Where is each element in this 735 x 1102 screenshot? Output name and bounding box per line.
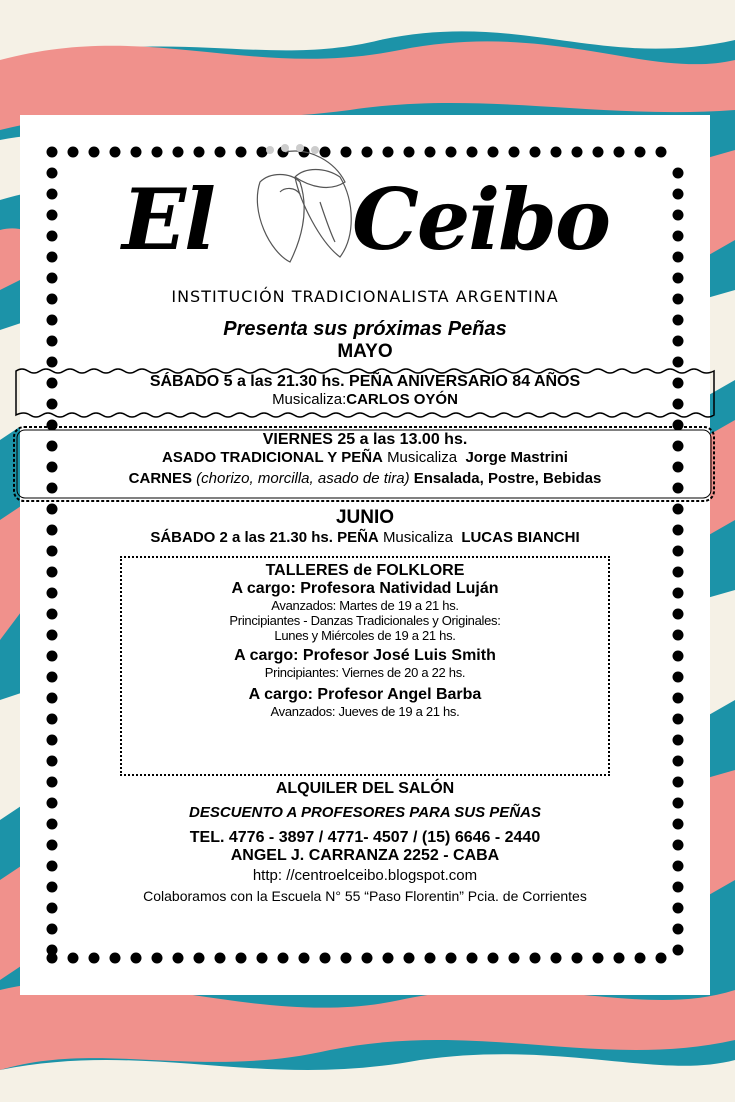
teacher-smith: A cargo: Profesor José Luis Smith bbox=[234, 647, 496, 664]
frame-dot bbox=[673, 630, 684, 641]
frame-dot bbox=[467, 953, 478, 964]
frame-dot bbox=[673, 357, 684, 368]
logo-text-el: El bbox=[122, 170, 214, 269]
schedule-line: Principiantes - Danzas Tradicionales y Originales: bbox=[229, 613, 501, 628]
event-aniversario-title: SÁBADO 5 a las 21.30 hs. PEÑA ANIVERSARIO 84 AÑOS bbox=[149, 373, 581, 390]
frame-dot bbox=[47, 357, 58, 368]
frame-dot bbox=[673, 924, 684, 935]
talleres-title: TALLERES de FOLKLORE bbox=[265, 562, 465, 579]
frame-dot bbox=[673, 903, 684, 914]
frame-dot bbox=[551, 953, 562, 964]
teacher-lujan: A cargo: Profesora Natividad Luján bbox=[231, 580, 499, 597]
frame-dot bbox=[320, 953, 331, 964]
institution-subtitle: INSTITUCIÓN TRADICIONALISTA ARGENTINA bbox=[171, 287, 559, 306]
phone-numbers: TEL. 4776 - 3897 / 4771- 4507 / (15) 6646 - 2440 bbox=[189, 829, 541, 846]
colaboracion-text: Colaboramos con la Escuela N° 55 “Paso Florentin” Pcia. de Corrientes bbox=[143, 888, 587, 904]
frame-dot bbox=[635, 953, 646, 964]
frame-dot bbox=[446, 953, 457, 964]
asado-label: ASADO TRADICIONAL Y PEÑA bbox=[162, 449, 383, 466]
logo bbox=[60, 150, 670, 285]
frame-dot bbox=[47, 525, 58, 536]
frame-dot bbox=[673, 210, 684, 221]
frame-dot bbox=[47, 504, 58, 515]
frame-dot bbox=[341, 953, 352, 964]
frame-dot bbox=[673, 525, 684, 536]
frame-dot bbox=[47, 735, 58, 746]
frame-dot bbox=[425, 953, 436, 964]
frame-dot bbox=[673, 693, 684, 704]
frame-dot bbox=[673, 798, 684, 809]
month-mayo: MAYO bbox=[337, 341, 393, 362]
flyer-content bbox=[60, 150, 670, 950]
frame-dot bbox=[383, 953, 394, 964]
event-box-aniversario bbox=[8, 367, 722, 417]
frame-dot bbox=[404, 953, 415, 964]
presenta-heading: Presenta sus próximas Peñas bbox=[223, 318, 507, 340]
frame-dot bbox=[47, 840, 58, 851]
frame-dot bbox=[173, 953, 184, 964]
frame-dot bbox=[47, 546, 58, 557]
frame-dot bbox=[673, 273, 684, 284]
frame-dot bbox=[673, 252, 684, 263]
frame-dot bbox=[673, 315, 684, 326]
frame-dot bbox=[236, 953, 247, 964]
frame-dot bbox=[47, 231, 58, 242]
month-junio: JUNIO bbox=[335, 507, 395, 528]
musicaliza-label: Musicaliza bbox=[382, 529, 453, 546]
menu-extras: Ensalada, Postre, Bebidas bbox=[413, 470, 602, 487]
frame-dot bbox=[47, 798, 58, 809]
frame-dot bbox=[673, 819, 684, 830]
frame-dot bbox=[673, 588, 684, 599]
frame-dot bbox=[47, 315, 58, 326]
frame-dot bbox=[47, 567, 58, 578]
frame-dot bbox=[673, 231, 684, 242]
frame-dot bbox=[673, 672, 684, 683]
event-asado-title: VIERNES 25 a las 13.00 hs. bbox=[262, 431, 468, 448]
frame-dot bbox=[593, 953, 604, 964]
frame-dot bbox=[673, 861, 684, 872]
schedule-line: Avanzados: Jueves de 19 a 21 hs. bbox=[270, 704, 460, 719]
frame-dot bbox=[656, 953, 667, 964]
schedule-line: Principiantes: Viernes de 20 a 22 hs. bbox=[264, 665, 466, 680]
frame-dot bbox=[278, 953, 289, 964]
frame-dot bbox=[673, 756, 684, 767]
frame-dot bbox=[110, 953, 121, 964]
frame-dot bbox=[47, 336, 58, 347]
frame-dot bbox=[614, 953, 625, 964]
frame-dot bbox=[673, 504, 684, 515]
frame-dot bbox=[68, 953, 79, 964]
frame-dot bbox=[673, 714, 684, 725]
frame-dot bbox=[47, 777, 58, 788]
event-junio-title: SÁBADO 2 a las 21.30 hs. PEÑA bbox=[150, 529, 379, 546]
frame-dot bbox=[673, 735, 684, 746]
musicaliza-label: Musicaliza: bbox=[272, 391, 347, 408]
carnes-label: CARNES bbox=[128, 470, 192, 487]
event-box-asado bbox=[8, 423, 722, 501]
talleres-box bbox=[120, 556, 610, 776]
frame-dot bbox=[673, 777, 684, 788]
frame-dot bbox=[673, 336, 684, 347]
frame-dot bbox=[89, 953, 100, 964]
frame-dot bbox=[673, 651, 684, 662]
musician-carlos-oyon: CARLOS OYÓN bbox=[346, 391, 458, 408]
frame-dot bbox=[47, 630, 58, 641]
frame-dot bbox=[47, 189, 58, 200]
frame-dot bbox=[47, 609, 58, 620]
ceibo-flower-icon bbox=[240, 142, 370, 272]
frame-dot bbox=[47, 147, 58, 158]
frame-dot bbox=[131, 953, 142, 964]
frame-dot bbox=[47, 924, 58, 935]
musician-lucas-bianchi: LUCAS BIANCHI bbox=[461, 529, 580, 546]
descuento-text: DESCUENTO A PROFESORES PARA SUS PEÑAS bbox=[188, 804, 541, 821]
frame-dot bbox=[47, 861, 58, 872]
frame-dot bbox=[673, 882, 684, 893]
musician-jorge-mastrini: Jorge Mastrini bbox=[465, 449, 568, 466]
frame-dot bbox=[47, 210, 58, 221]
frame-dot bbox=[257, 953, 268, 964]
frame-dot bbox=[47, 294, 58, 305]
frame-dot bbox=[673, 945, 684, 956]
frame-dot bbox=[47, 903, 58, 914]
frame-dot bbox=[47, 252, 58, 263]
frame-dot bbox=[673, 294, 684, 305]
frame-dot bbox=[47, 714, 58, 725]
frame-dot bbox=[47, 819, 58, 830]
blog-url: http: //centroelceibo.blogspot.com bbox=[252, 867, 478, 884]
frame-dot bbox=[194, 953, 205, 964]
frame-dot bbox=[47, 168, 58, 179]
frame-dot bbox=[47, 273, 58, 284]
frame-dot bbox=[488, 953, 499, 964]
frame-dot bbox=[530, 953, 541, 964]
frame-dot bbox=[673, 189, 684, 200]
frame-dot bbox=[47, 672, 58, 683]
frame-dot bbox=[673, 168, 684, 179]
frame-dot bbox=[673, 567, 684, 578]
frame-dot bbox=[509, 953, 520, 964]
schedule-line: Avanzados: Martes de 19 a 21 hs. bbox=[271, 598, 459, 613]
musicaliza-label: Musicaliza bbox=[387, 449, 458, 466]
schedule-line: Lunes y Miércoles de 19 a 21 hs. bbox=[274, 628, 456, 643]
alquiler-heading: ALQUILER DEL SALÓN bbox=[275, 780, 455, 797]
frame-dot bbox=[47, 693, 58, 704]
frame-dot bbox=[47, 588, 58, 599]
logo-text-ceibo: Ceibo bbox=[352, 170, 609, 269]
frame-dot bbox=[299, 953, 310, 964]
frame-dot bbox=[572, 953, 583, 964]
frame-dot bbox=[47, 756, 58, 767]
frame-dot bbox=[152, 953, 163, 964]
frame-dot bbox=[47, 882, 58, 893]
frame-dot bbox=[673, 609, 684, 620]
frame-dot bbox=[47, 945, 58, 956]
carnes-detail: (chorizo, morcilla, asado de tira) bbox=[196, 470, 410, 487]
frame-dot bbox=[362, 953, 373, 964]
frame-dot bbox=[673, 840, 684, 851]
teacher-barba: A cargo: Profesor Angel Barba bbox=[248, 686, 482, 703]
address: ANGEL J. CARRANZA 2252 - CABA bbox=[230, 847, 500, 864]
frame-dot bbox=[47, 651, 58, 662]
frame-dot bbox=[673, 546, 684, 557]
frame-dot bbox=[215, 953, 226, 964]
